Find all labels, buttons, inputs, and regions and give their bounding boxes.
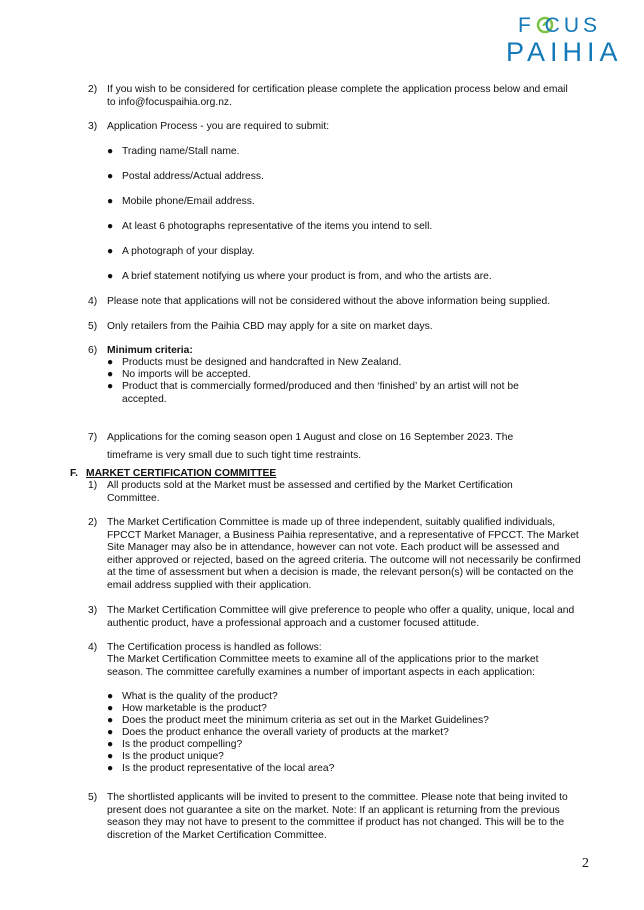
criteria-heading: Minimum criteria: <box>107 345 193 356</box>
item-text: Applications for the coming season open 1 August and close on 16 September 2023. The <box>107 432 514 443</box>
bullet-icon: ● <box>107 703 114 714</box>
bullet-icon: ● <box>107 171 114 182</box>
bullet-icon: ● <box>107 221 114 232</box>
bullet-icon: ● <box>107 246 114 257</box>
item-number: 5) <box>88 792 98 803</box>
page-number: 2 <box>582 856 589 871</box>
item-text: Please note that applications will not be considered without the above information being supplied. <box>107 296 551 307</box>
item-text: The Market Certification Committee will give preference to people who offer a quality, unique, local and authentic product, have a professional approach and a customer focused attitude. <box>107 605 575 629</box>
bullet-icon: ● <box>107 751 114 762</box>
list-item: Products must be designed and handcrafted in New Zealand. <box>122 357 402 368</box>
list-item: No imports will be accepted. <box>122 369 251 380</box>
item-text: The shortlisted applicants will be invited to present to the committee. Please note that being invited to present does not guarantee a site on the market. Note: If an applicant is returning from the previous season they may not have to present to the committee if product has not changed. This will be to the discretion of the Market Certification Committee. <box>107 792 568 841</box>
list-item: Postal address/Actual address. <box>122 171 264 182</box>
item-text: If you wish to be considered for certification please complete the application process below and email to info@focuspaihia.org.nz. <box>107 84 568 108</box>
item-number: 4) <box>88 642 98 653</box>
item-text: Only retailers from the Paihia CBD may apply for a site on market days. <box>107 321 433 332</box>
bullet-icon: ● <box>107 715 114 726</box>
item-number: 3) <box>88 121 98 132</box>
list-item: Trading name/Stall name. <box>122 146 240 157</box>
item-number: 1) <box>88 480 98 491</box>
logo-text-bottom: PAIHIA <box>506 37 623 67</box>
list-item: Does the product enhance the overall variety of products at the market? <box>122 727 449 738</box>
item-number: 2) <box>88 84 98 95</box>
bullet-icon: ● <box>107 271 114 282</box>
bullet-icon: ● <box>107 381 114 392</box>
list-item: At least 6 photographs representative of the items you intend to sell. <box>122 221 433 232</box>
item-number: 5) <box>88 321 98 332</box>
bullet-icon: ● <box>107 727 114 738</box>
list-item: A photograph of your display. <box>122 246 255 257</box>
bullet-icon: ● <box>107 739 114 750</box>
item-number: 2) <box>88 517 98 528</box>
item-text: All products sold at the Market must be assessed and certified by the Market Certification Committee. <box>107 480 513 504</box>
item-text: timeframe is very small due to such tight time restraints. <box>107 450 362 461</box>
item-text: The Market Certification Committee meets to examine all of the applications prior to the market season. The committee carefully examines a number of important aspects in each application: <box>107 654 539 678</box>
list-item: Product that is commercially formed/produced and then ‘finished’ by an artist will not be accepted. <box>122 381 519 405</box>
list-item: Is the product unique? <box>122 751 224 762</box>
item-text: The Market Certification Committee is made up of three independent, suitably qualified individuals, FPCCT Market Manager, a Business Paihia representative, and a representative of FPCCT. The Market Site Manager may also be in attendance, however can not vote. Each product will be assessed and either approved or rejected, based on the agreed criteria. The outcome will not necessarily be confirmed at the time of assessment but when a decision is made, the relevant person(s) will be contacted on the email address supplied with their application. <box>107 517 581 591</box>
bullet-icon: ● <box>107 196 114 207</box>
bullet-icon: ● <box>107 369 114 380</box>
item-number: 4) <box>88 296 98 307</box>
item-text: The Certification process is handled as follows: <box>107 642 322 653</box>
item-number: 6) <box>88 345 98 356</box>
section-title: MARKET CERTIFICATION COMMITTEE <box>86 468 277 479</box>
bullet-icon: ● <box>107 763 114 774</box>
logo-text-top: F CUS <box>518 14 601 37</box>
list-item: What is the quality of the product? <box>122 691 278 702</box>
list-item: Is the product compelling? <box>122 739 243 750</box>
section-label: F. <box>70 468 79 479</box>
bullet-icon: ● <box>107 691 114 702</box>
bullet-icon: ● <box>107 357 114 368</box>
list-item: Mobile phone/Email address. <box>122 196 255 207</box>
list-item: Does the product meet the minimum criteria as set out in the Market Guidelines? <box>122 715 489 726</box>
list-item: How marketable is the product? <box>122 703 267 714</box>
item-number: 7) <box>88 432 98 443</box>
list-item: A brief statement notifying us where your product is from, and who the artists are. <box>122 271 492 282</box>
item-text: Application Process - you are required to submit: <box>107 121 330 132</box>
bullet-icon: ● <box>107 146 114 157</box>
item-number: 3) <box>88 605 98 616</box>
list-item: Is the product representative of the local area? <box>122 763 335 774</box>
